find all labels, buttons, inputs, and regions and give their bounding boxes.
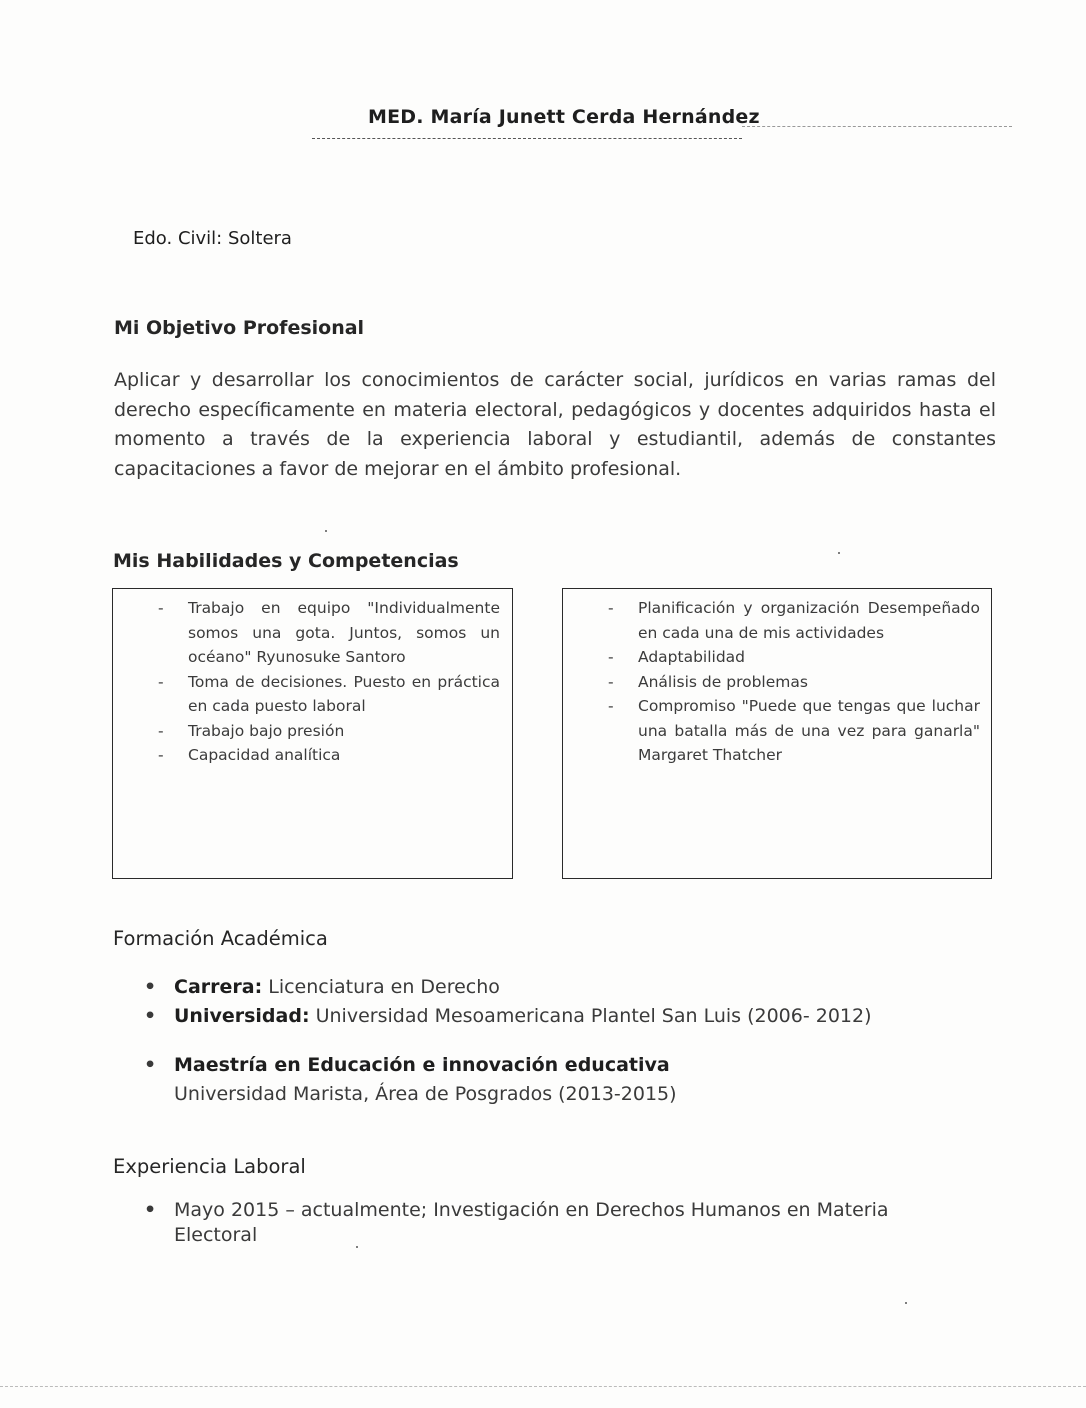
dash-bullet: - bbox=[608, 599, 614, 617]
list-item bbox=[144, 1002, 872, 1031]
dash-bullet: - bbox=[608, 648, 614, 666]
dash-bullet: - bbox=[158, 672, 164, 691]
list-item: - Adaptabilidad bbox=[638, 645, 980, 670]
masters-title: Maestría en Educación e innovación educativa bbox=[174, 1054, 670, 1076]
objective-heading: Mi Objetivo Profesional bbox=[114, 317, 365, 339]
list-item: • Mayo 2015 – actualmente; Investigación en Derechos Humanos en Materia Electoral bbox=[144, 1199, 889, 1246]
bullet-dot: • bbox=[144, 1199, 157, 1221]
dash-bullet: - bbox=[158, 599, 164, 617]
masters-list bbox=[144, 1051, 677, 1109]
scan-speck bbox=[838, 552, 840, 554]
skills-list-right bbox=[608, 596, 980, 768]
career-value: Licenciatura en Derecho bbox=[268, 976, 500, 998]
scan-speck bbox=[905, 1302, 907, 1304]
experience-list bbox=[144, 1198, 964, 1248]
dash-bullet: - bbox=[158, 746, 164, 764]
name-underline-extension bbox=[742, 126, 1012, 127]
scan-speck bbox=[356, 1246, 358, 1248]
list-item: - Compromiso "Puede que tengas que luchar una batalla más de una vez para ganarla" Margaret Thatcher bbox=[638, 694, 980, 768]
experience-heading: Experiencia Laboral bbox=[113, 1155, 306, 1178]
list-item bbox=[144, 1051, 677, 1080]
career-label: Carrera: bbox=[174, 976, 263, 998]
list-item: - Trabajo bajo presión bbox=[188, 719, 500, 744]
dash-bullet: - bbox=[608, 697, 614, 715]
list-item bbox=[174, 1080, 677, 1109]
dash-bullet: - bbox=[608, 672, 614, 691]
bullet-dot: • bbox=[144, 1005, 157, 1027]
education-list bbox=[144, 973, 872, 1031]
dash-bullet: - bbox=[158, 721, 164, 740]
bullet-dot: • bbox=[144, 1054, 157, 1076]
list-item: - Capacidad analítica bbox=[188, 743, 500, 768]
scan-edge-line bbox=[0, 1386, 1086, 1387]
list-item: - Análisis de problemas bbox=[638, 670, 980, 695]
name-underline bbox=[312, 138, 742, 139]
list-item: - Trabajo en equipo "Individualmente somos una gota. Juntos, somos un océano" Ryunosuke Santoro bbox=[188, 596, 500, 670]
skills-heading: Mis Habilidades y Competencias bbox=[113, 550, 459, 572]
skills-list-left bbox=[158, 596, 500, 768]
objective-text: Aplicar y desarrollar los conocimientos de carácter social, jurídicos en varias ramas del derecho específicamente en materia electoral, pedagógicos y docentes adquiridos hasta el momento a través de la experiencia laboral y estudiantil, además de constantes capacitaciones a favor de mejorar en el ámbito profesional. bbox=[114, 369, 996, 480]
university-value: Universidad Mesoamericana Plantel San Luis (2006- 2012) bbox=[315, 1005, 872, 1027]
list-item: - Toma de decisiones. Puesto en práctica en cada puesto laboral bbox=[188, 670, 500, 719]
candidate-name: MED. María Junett Cerda Hernández bbox=[368, 106, 760, 128]
masters-detail: Universidad Marista, Área de Posgrados (2013-2015) bbox=[174, 1083, 677, 1105]
list-item bbox=[144, 973, 872, 1002]
civil-status: Edo. Civil: Soltera bbox=[133, 228, 292, 249]
list-item: - Planificación y organización Desempeñado en cada una de mis actividades bbox=[638, 596, 980, 645]
university-label: Universidad: bbox=[174, 1005, 310, 1027]
scan-speck bbox=[325, 530, 327, 532]
education-heading: Formación Académica bbox=[113, 927, 328, 950]
bullet-dot: • bbox=[144, 976, 157, 998]
